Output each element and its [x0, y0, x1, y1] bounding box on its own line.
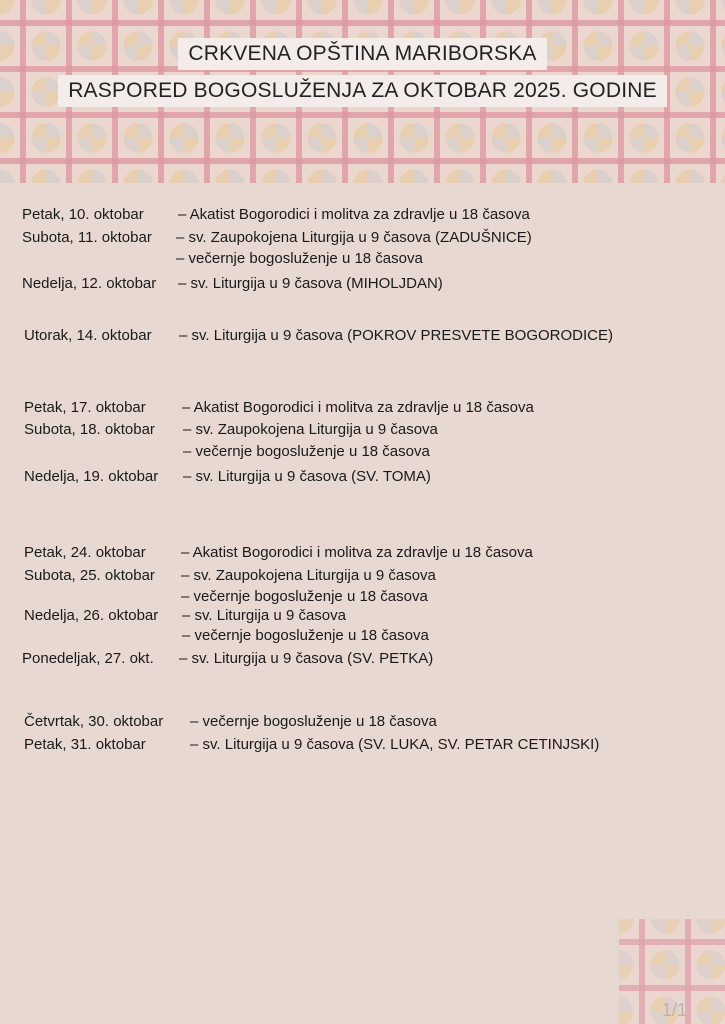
- schedule-date: Subota, 18. oktobar: [24, 421, 155, 438]
- schedule-service: – sv. Zaupokojena Liturgija u 9 časova: [181, 567, 436, 584]
- schedule-service: – sv. Zaupokojena Liturgija u 9 časova (ZADUŠNICE): [176, 229, 532, 246]
- schedule-date: Nedelja, 26. oktobar: [24, 607, 159, 624]
- schedule-service: – sv. Liturgija u 9 časova (SV. TOMA): [183, 468, 431, 485]
- schedule-date: Četvrtak, 30. oktobar: [24, 713, 164, 730]
- schedule-service: – večernje bogosluženje u 18 časova: [183, 443, 430, 460]
- schedule-date: Petak, 17. oktobar: [24, 399, 146, 416]
- schedule-date: Petak, 10. oktobar: [22, 206, 144, 223]
- schedule-service: – Akatist Bogorodici i molitva za zdravlje u 18 časova: [178, 206, 530, 223]
- schedule-service: – večernje bogosluženje u 18 časova: [181, 588, 428, 605]
- schedule-date: Petak, 24. oktobar: [24, 544, 146, 561]
- schedule-service: – sv. Liturgija u 9 časova (SV. PETKA): [179, 650, 434, 667]
- schedule-date: Nedelja, 19. oktobar: [24, 468, 159, 485]
- schedule-date: Petak, 31. oktobar: [24, 736, 146, 753]
- schedule-service: – Akatist Bogorodici i molitva za zdravlje u 18 časova: [181, 544, 533, 561]
- schedule-service: – sv. Liturgija u 9 časova (POKROV PRESVETE BOGORODICE): [179, 327, 614, 344]
- page-number: 1/1: [662, 1000, 688, 1020]
- title-line-1-box: [0, 38, 725, 70]
- schedule-date: Subota, 11. oktobar: [22, 229, 152, 246]
- title-line-2-box: [0, 75, 725, 107]
- schedule-service: – sv. Zaupokojena Liturgija u 9 časova: [183, 421, 438, 438]
- schedule-date: Nedelja, 12. oktobar: [22, 275, 157, 292]
- schedule-title: RASPORED BOGOSLUŽENJA ZA OKTOBAR 2025. GODINE: [58, 75, 667, 107]
- schedule-date: Ponedeljak, 27. okt.: [22, 650, 154, 667]
- schedule-date: Subota, 25. oktobar: [24, 567, 155, 584]
- church-title: CRKVENA OPŠTINA MARIBORSKA: [178, 38, 546, 70]
- schedule-service: – sv. Liturgija u 9 časova (MIHOLJDAN): [178, 275, 443, 292]
- schedule-service: – večernje bogosluženje u 18 časova: [190, 713, 437, 730]
- schedule-service: – sv. Liturgija u 9 časova: [182, 607, 346, 624]
- schedule-service: – večernje bogosluženje u 18 časova: [176, 250, 423, 267]
- schedule-service: – Akatist Bogorodici i molitva za zdravlje u 18 časova: [182, 399, 534, 416]
- schedule-service: – večernje bogosluženje u 18 časova: [182, 627, 429, 644]
- schedule-service: – sv. Liturgija u 9 časova (SV. LUKA, SV. PETAR CETINJSKI): [190, 736, 600, 753]
- schedule-date: Utorak, 14. oktobar: [24, 327, 152, 344]
